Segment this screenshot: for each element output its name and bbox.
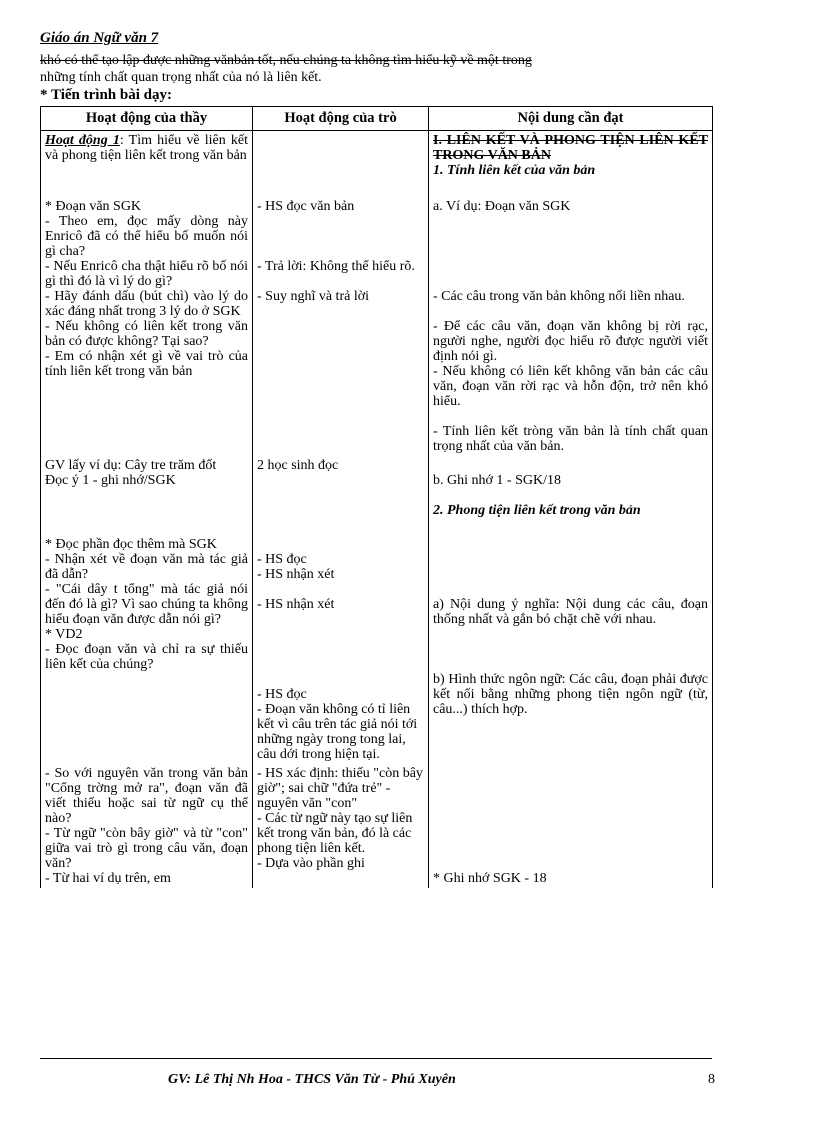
activity-desc: : Tìm hiểu về liên kết và phong tiện liên kết trong văn bản xyxy=(45,133,248,163)
student-line: - HS đọc văn bản xyxy=(257,199,355,214)
table-row xyxy=(41,764,713,888)
activity-title: Hoạt động 1 xyxy=(45,133,120,148)
cell-student xyxy=(253,197,429,456)
page-footer: GV: Lê Thị Nh Hoa - THCS Văn Từ - Phú Xuyên xyxy=(168,1072,456,1087)
cell-student xyxy=(253,764,429,888)
table-row xyxy=(41,197,713,456)
teacher-line: - Em có nhận xét gì về vai trò của tính liên kết trong văn bản xyxy=(45,349,248,379)
section-heading: I. LIÊN KẾT VÀ PHONG TIỆN LIÊN KẾT TRONG VĂN BẢN xyxy=(433,133,708,163)
cell-teacher xyxy=(41,520,253,764)
table-row xyxy=(41,520,713,764)
cell-content xyxy=(429,197,713,456)
student-line: - Các từ ngữ này tạo sự liên kết trong văn bản, đó là các phong tiện liên kết. xyxy=(257,811,413,856)
student-line: - Dựa vào phần ghi xyxy=(257,856,365,871)
cell-content xyxy=(429,456,713,520)
cell-content xyxy=(429,520,713,764)
teacher-line: - Từ hai ví dụ trên, em xyxy=(45,871,171,886)
table-row xyxy=(41,131,713,198)
content-line: - Tính liên kết tròng văn bản là tính chất quan trọng nhất của văn bản. xyxy=(433,424,708,454)
teacher-line: - Nhận xét về đoạn văn mà tác giả đã dẫn? xyxy=(45,552,248,582)
content-line: b) Hình thức ngôn ngữ: Các câu, đoạn phải được kết nối bằng những phong tiện ngôn ngữ (từ, câu...) thích hợp. xyxy=(433,672,708,717)
cell-teacher xyxy=(41,456,253,520)
cell-student xyxy=(253,456,429,520)
subsection-heading: 2. Phong tiện liên kết trong văn bản xyxy=(433,503,641,518)
teacher-line: - Hãy đánh dấu (bút chì) vào lý do xác đáng nhất trong 3 lý do ở SGK xyxy=(45,289,248,319)
content-line: a. Ví dụ: Đoạn văn SGK xyxy=(433,199,571,214)
teacher-line: Đọc ý 1 - ghi nhớ/SGK xyxy=(45,473,176,488)
intro-line-1: khó có thể tạo lập được những vănbản tốt, nếu chúng ta không tìm hiểu kỹ về một trong xyxy=(40,53,532,68)
cell-student xyxy=(253,131,429,198)
content-line: - Nếu không có liên kết không văn bản các câu văn, đoạn văn rời rạc và hỗn độn, trở nên khó hiểu. xyxy=(433,364,708,409)
cell-teacher xyxy=(41,197,253,456)
teacher-line: - Nếu Enricô cha thật hiểu rõ bố nói gì thì đó là vì lý do gì? xyxy=(45,259,248,289)
student-line: - HS nhận xét xyxy=(257,567,335,582)
teacher-line: - Đọc đoạn văn và chỉ ra sự thiếu liên kết của chúng? xyxy=(45,642,248,672)
cell-content xyxy=(429,764,713,888)
teacher-line: GV lấy ví dụ: Cây tre trăm đốt xyxy=(45,458,217,473)
lesson-plan-table xyxy=(40,106,713,888)
student-line: 2 học sinh đọc xyxy=(257,458,339,473)
header-student-activity: Hoạt động của trò xyxy=(253,107,429,131)
student-line: - HS nhận xét xyxy=(257,597,335,612)
cell-content xyxy=(429,131,713,198)
intro-line-2: những tính chất quan trọng nhất của nó là liên kết. xyxy=(40,70,322,85)
student-line: - HS đọc xyxy=(257,687,307,702)
header-teacher-activity: Hoạt động của thầy xyxy=(41,107,253,131)
student-line: - Suy nghĩ và trả lời xyxy=(257,289,369,304)
student-line: - Đoạn văn không có tỉ liên kết vì câu trên tác giả nói tới những ngày trong tong lai, câu dới trong hiện tại. xyxy=(257,702,418,762)
teacher-line: - So với nguyên văn trong văn bản "Cổng trờng mở ra", đoạn văn đã viết thiếu hoặc sai từ ngữ cụ thể nào? xyxy=(45,766,248,826)
content-line: b. Ghi nhớ 1 - SGK/18 xyxy=(433,473,561,488)
teacher-line: - Theo em, đọc mấy dòng này Enricô đã có thể hiểu bố muốn nói gì cha? xyxy=(45,214,248,259)
subsection-heading: 1. Tính liên kết của văn bản xyxy=(433,163,596,178)
document-header: Giáo án Ngữ văn 7 xyxy=(40,30,159,46)
header-content: Nội dung cần đạt xyxy=(429,107,713,131)
content-line: * Ghi nhớ SGK - 18 xyxy=(433,871,547,886)
content-line: - Các câu trong văn bản không nối liền nhau. xyxy=(433,289,685,304)
teacher-line: - "Cái dây t tổng" mà tác giả nói đến đó là gì? Vì sao chúng ta không hiểu đoạn văn được dẫn nói gì? xyxy=(45,582,248,627)
cell-teacher xyxy=(41,764,253,888)
teacher-line: - Từ ngữ "còn bây giờ" và từ "con" giữa vai trò gì trong câu văn, đoạn văn? xyxy=(45,826,248,871)
content-line: - Để các câu văn, đoạn văn không bị rời rạc, người nghe, người đọc hiểu rõ được người viết định nói gì. xyxy=(433,319,708,364)
content-line: a) Nội dung ý nghĩa: Nội dung các câu, đoạn thống nhất và gắn bó chặt chẽ với nhau. xyxy=(433,597,708,627)
table-row xyxy=(41,456,713,520)
section-title: * Tiến trình bài dạy: xyxy=(40,87,172,103)
student-line: - HS đọc xyxy=(257,552,307,567)
page-number: 8 xyxy=(708,1072,715,1087)
cell-teacher xyxy=(41,131,253,198)
intro-paragraph xyxy=(40,52,720,86)
table-bottom-rule xyxy=(40,1058,712,1059)
table-header-row xyxy=(41,107,713,131)
student-line: - HS xác định: thiếu "còn bây giờ"; sai chữ "đứa trẻ" - nguyên văn "con" xyxy=(257,766,423,811)
cell-student xyxy=(253,520,429,764)
teacher-line: - Nếu không có liên kết trong văn bản có được không? Tại sao? xyxy=(45,319,248,349)
teacher-line: * Đoạn văn SGK xyxy=(45,199,142,214)
teacher-line: * VD2 xyxy=(45,627,83,642)
teacher-line: * Đọc phần đọc thêm mà SGK xyxy=(45,537,217,552)
student-line: - Trả lời: Không thể hiểu rõ. xyxy=(257,259,415,274)
